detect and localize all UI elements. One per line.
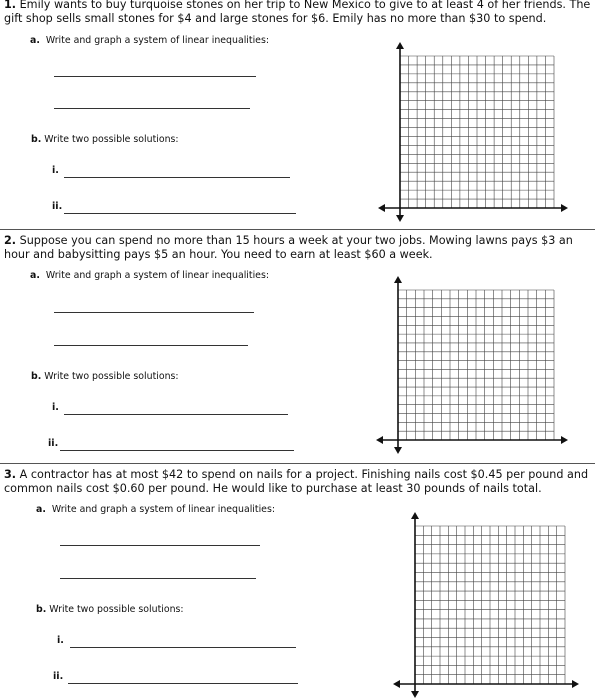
arrow-up-icon	[396, 42, 404, 49]
problem-1-number: 1.	[4, 0, 17, 11]
solution-ii-label: ii.	[53, 671, 64, 682]
arrow-down-icon	[396, 215, 404, 222]
problem-1-part-b	[31, 134, 179, 145]
part-a-letter: a.	[30, 270, 40, 281]
problem-3-part-a	[36, 504, 275, 515]
answer-line-solution-ii[interactable]	[60, 450, 294, 451]
answer-line-inequality-1[interactable]	[54, 312, 254, 313]
problem-2-part-b	[31, 371, 179, 382]
part-a-letter: a.	[36, 504, 46, 515]
part-b-letter: b.	[36, 604, 47, 615]
part-b-label: Write two possible solutions:	[49, 604, 184, 615]
part-a-label: Write and graph a system of linear inequalities:	[45, 270, 269, 281]
arrow-left-icon	[393, 680, 400, 688]
part-b-letter: b.	[31, 371, 42, 382]
grid-lines	[415, 526, 565, 684]
problem-1-text: Emily wants to buy turquoise stones on her trip to New Mexico to give to at least 4 of her friends. The gift shop sells small stones for $4 and large stones for $6. Emily has no more than $30 to spend.	[4, 0, 591, 25]
problem-1-part-a	[30, 35, 269, 46]
arrow-down-icon	[411, 691, 419, 698]
arrow-right-icon	[572, 680, 579, 688]
answer-line-inequality-2[interactable]	[60, 578, 256, 579]
problem-3-number: 3.	[4, 468, 17, 481]
solution-i-label: i.	[52, 402, 59, 413]
problem-2-stem	[4, 234, 592, 261]
solution-i-label: i.	[57, 635, 64, 646]
arrow-right-icon	[561, 436, 568, 444]
solution-ii-label: ii.	[52, 201, 63, 212]
problem-3-text: A contractor has at most $42 to spend on nails for a project. Finishing nails cost $0.45 per pound and common nails cost $0.60 per pound. He would like to purchase at least 30 pounds of nails total.	[4, 468, 589, 495]
part-a-letter: a.	[30, 35, 40, 46]
answer-line-inequality-1[interactable]	[54, 76, 256, 77]
answer-line-solution-i[interactable]	[64, 414, 288, 415]
answer-line-solution-i[interactable]	[64, 177, 290, 178]
problem-3-stem	[4, 468, 592, 495]
arrow-down-icon	[394, 447, 402, 454]
problem-divider	[0, 229, 595, 230]
coordinate-grid[interactable]	[393, 512, 579, 698]
answer-line-inequality-2[interactable]	[54, 108, 250, 109]
part-b-letter: b.	[31, 134, 42, 145]
answer-line-solution-ii[interactable]	[64, 213, 296, 214]
coordinate-grid[interactable]	[378, 42, 568, 222]
part-a-label: Write and graph a system of linear inequalities:	[51, 504, 275, 515]
problem-2-text: Suppose you can spend no more than 15 hours a week at your two jobs. Mowing lawns pays $3 an hour and babysitting pays $5 an hour. You need to earn at least $60 a week.	[4, 234, 573, 261]
solution-ii-label: ii.	[48, 438, 59, 449]
answer-line-inequality-1[interactable]	[60, 545, 260, 546]
problem-divider	[0, 463, 595, 464]
arrow-right-icon	[561, 204, 568, 212]
part-a-label: Write and graph a system of linear inequalities:	[45, 35, 269, 46]
grid-lines	[400, 56, 554, 208]
arrow-left-icon	[376, 436, 383, 444]
problem-2-part-a	[30, 270, 269, 281]
grid-lines	[398, 290, 554, 440]
solution-i-label: i.	[52, 165, 59, 176]
arrow-left-icon	[378, 204, 385, 212]
part-b-label: Write two possible solutions:	[44, 371, 179, 382]
problem-2-number: 2.	[4, 234, 17, 247]
answer-line-inequality-2[interactable]	[54, 345, 248, 346]
answer-line-solution-i[interactable]	[70, 647, 296, 648]
part-b-label: Write two possible solutions:	[44, 134, 179, 145]
coordinate-grid[interactable]	[376, 276, 568, 454]
arrow-up-icon	[394, 276, 402, 283]
arrow-up-icon	[411, 512, 419, 519]
problem-3-part-b	[36, 604, 184, 615]
problem-1-stem	[4, 0, 592, 25]
answer-line-solution-ii[interactable]	[68, 683, 298, 684]
